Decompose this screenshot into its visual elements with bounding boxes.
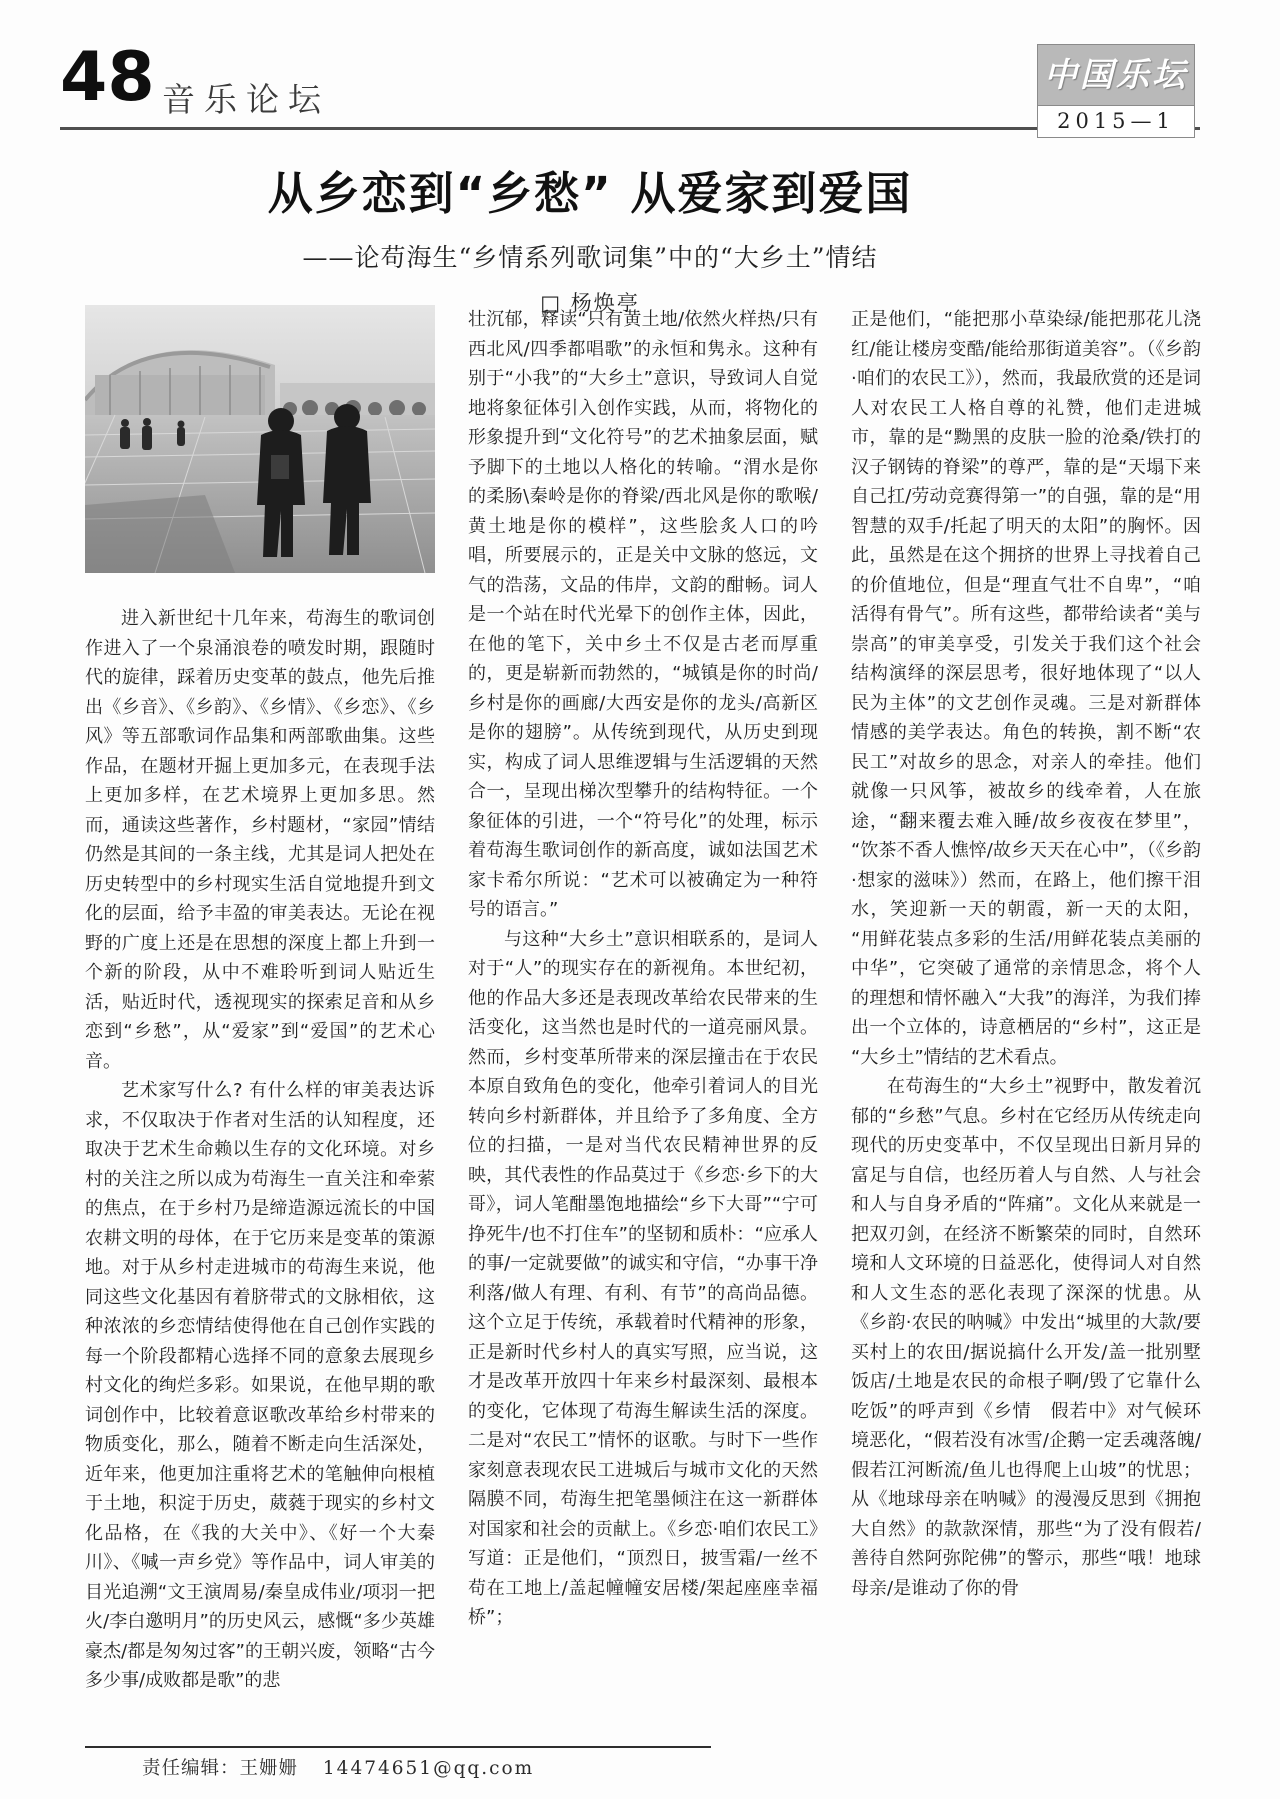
journal-name: 中国乐坛 xyxy=(1038,45,1194,105)
issue-number: 2015—1 xyxy=(1038,105,1194,137)
body-paragraph: 进入新世纪十几年来，苟海生的歌词创作进入了一个泉涌浪卷的喷发时期，跟随时代的旋律，踩着历史变革的鼓点，他先后推出《乡音》、《乡韵》、《乡情》、《乡恋》、《乡风》等五部歌词作品集和两部歌曲集。这些作品，在题材开掘上更加多元，在表现手法上更加多样，在艺术境界上更加多思。然而，通读这些著作，乡村题材，“家园”情结仍然是其间的一条主线，尤其是词人把处在历史转型中的乡村现实生活自觉地提升到文化的层面，给予丰盈的审美表达。无论在视野的广度上还是在思想的深度上都上升到一个新的阶段，从中不难聆听到词人贴近生活，贴近时代，透视现实的探索足音和从乡恋到“乡愁”，从“爱家”到“爱国”的艺术心音。 xyxy=(85,608,435,1072)
header-divider xyxy=(60,127,1200,130)
body-paragraph: 正是他们，“能把那小草染绿/能把那花儿浇红/能让楼房变酷/能给那街道美容”。（《乡韵·咱们的农民工》），然而，我最欣赏的还是词人对农民工人格自尊的礼赞，他们走进城市，靠的是“黝黑的皮肤一脸的沧桑/铁打的汉子钢铸的脊梁”的尊严，靠的是“天塌下来自己扛/劳动竞赛得第一”的自强，靠的是“用智慧的双手/托起了明天的太阳”的胸怀。因此，虽然是在这个拥挤的世界上寻找着自己的价值地位，但是“理直气壮不自卑”，“咱活得有骨气”。所有这些，都带给读者“美与崇高”的审美享受，引发关于我们这个社会结构演绎的深层思考，很好地体现了“以人民为主体”的文艺创作灵魂。三是对新群体情感的美学表达。角色的转换，割不断“农民工”对故乡的思念，对亲人的牵挂。他们就像一只风筝，被故乡的线牵着，人在旅途，“翻来覆去难入睡/故乡夜夜在梦里”，“饮茶不香人憔悴/故乡天天在心中”，（《乡韵·想家的滋味》）然而，在路上，他们擦干泪水，笑迎新一天的朝霞，新一天的太阳，“用鲜花装点多彩的生活/用鲜花装点美丽的中华”，它突破了通常的亲情思念，将个人的理想和情怀融入“大我”的海洋，为我们捧出一个立体的，诗意栖居的“乡村”，这正是“大乡土”情结的艺术看点。 xyxy=(851,309,1201,1068)
column-3 xyxy=(851,305,1201,1747)
article-subtitle: ——论苟海生“乡情系列歌词集”中的“大乡土”情结 xyxy=(302,243,878,273)
footer-divider xyxy=(85,1746,711,1748)
body-paragraph: 与这种“大乡土”意识相联系的，是词人对于“人”的现实存在的新视角。本世纪初，他的作品大多还是表现改革给农民带来的生活变化，这当然也是时代的一道亮丽风景。然而，乡村变革所带来的深层撞击在于农民本原自致角色的变化，他牵引着词人的目光转向乡村新群体，并且给予了多角度、全方位的扫描，一是对当代农民精神世界的反映，其代表性的作品莫过于《乡恋·乡下的大哥》，词人笔酣墨饱地描绘“乡下大哥”“宁可挣死牛/也不打住车”的坚韧和质朴：“应承人的事/一定就要做”的诚实和守信，“办事干净利落/做人有理、有利、有节”的高尚品德。这个立足于传统，承载着时代精神的形象，正是新时代乡村人的真实写照，应当说，这才是改革开放四十年来乡村最深刻、最根本的变化，它体现了苟海生解读生活的深度。二是对“农民工”情怀的讴歌。与时下一些作家刻意表现农民工进城后与城市文化的天然隔膜不同，苟海生把笔墨倾注在这一新群体对国家和社会的贡献上。《乡恋·咱们农民工》写道：正是他们，“顶烈日，披雪霜/一丝不苟在工地上/盖起幢幢安居楼/架起座座幸福桥”； xyxy=(468,928,818,1628)
journal-logo xyxy=(1037,44,1195,138)
editor-credit: 责任编辑：王姗姗 xyxy=(142,1758,299,1779)
title-block xyxy=(60,166,1120,317)
page-number: 48 xyxy=(60,38,155,117)
column-1 xyxy=(85,305,435,1747)
body-paragraph: 壮沉郁，释读“只有黄土地/依然火样热/只有西北风/四季都唱歌”的永恒和隽永。这种有别于“小我”的“大乡土”意识，导致词人自觉地将象征体引入创作实践，从而，将物化的形象提升到“文化符号”的艺术抽象层面，赋予脚下的土地以人格化的转喻。“渭水是你的柔肠\秦岭是你的脊梁/西北风是你的歌喉/黄土地是你的模样”，这些脍炙人口的吟唱，所要展示的，正是关中文脉的悠远，文气的浩荡，文品的伟岸，文韵的酣畅。词人是一个站在时代光晕下的创作主体，因此，在他的笔下，关中乡土不仅是古老而厚重的，更是崭新而勃然的，“城镇是你的时尚/乡村是你的画廊/大西安是你的龙头/高新区是你的翅膀”。从传统到现代，从历史到现实，构成了词人思维逻辑与生活逻辑的天然合一，呈现出梯次型攀升的结构特征。一个象征体的引进，一个“符号化”的处理，标示着苟海生歌词创作的新高度，诚如法国艺术家卡希尔所说：“艺术可以被确定为一种符号的语言。” xyxy=(468,309,818,920)
editor-email: 14474651@qq.com xyxy=(322,1758,535,1779)
column-2 xyxy=(468,305,818,1747)
body-paragraph: 在苟海生的“大乡土”视野中，散发着沉郁的“乡愁”气息。乡村在它经历从传统走向现代的历史变革中，不仅呈现出日新月异的富足与自信，也经历着人与自然、人与社会和人与自身矛盾的“阵痛”。文化从来就是一把双刃剑，在经济不断繁荣的同时，自然环境和人文环境的日益恶化，使得词人对自然和人文生态的恶化表现了深深的忧患。从《乡韵·农民的呐喊》中发出“城里的大款/要买村上的农田/据说搞什么开发/盖一批别墅饭店/土地是农民的命根子啊/毁了它靠什么吃饭”的呼声到《乡情 假若中》对气候环境恶化，“假若没有冰雪/企鹅一定丢魂落魄/假若江河断流/鱼儿也得爬上山坡”的忧思；从《地球母亲在呐喊》的漫漫反思到《拥抱大自然》的款款深情，那些“为了没有假若/善待自然阿弥陀佛”的警示，那些“哦！地球母亲/是谁动了你的骨 xyxy=(851,1076,1201,1599)
article-photo xyxy=(85,305,435,573)
author-byline: □ 杨焕亭 xyxy=(540,291,640,316)
article-title: 从乡恋到“乡愁” 从爱家到爱国 xyxy=(267,167,913,220)
section-title: 音乐论坛 xyxy=(162,80,330,119)
body-paragraph: 艺术家写什么? 有什么样的审美表达诉求，不仅取决于作者对生活的认知程度，还取决于艺术生命赖以生存的文化环境。对乡村的关注之所以成为苟海生一直关注和牵萦的焦点，在于乡村乃是缔造源远流长的中国农耕文明的母体，在于它历来是变革的策源地。对于从乡村走进城市的苟海生来说，他同这些文化基因有着脐带式的文脉相依，这种浓浓的乡恋情结使得他在自己创作实践的每一个阶段都精心选择不同的意象去展现乡村文化的绚烂多彩。如果说，在他早期的歌词创作中，比较着意讴歌改革给乡村带来的物质变化，那么，随着不断走向生活深处，近年来，他更加注重将艺术的笔触伸向根植于土地，积淀于历史，葳蕤于现实的乡村文化品格，在《我的大关中》、《好一个大秦川》、《喊一声乡党》等作品中，词人审美的目光追溯“文王演周易/秦皇成伟业/项羽一把火/李白邀明月”的历史风云，感慨“多少英雄豪杰/都是匆匆过客”的王朝兴废，领略“古今多少事/成败都是歌”的悲 xyxy=(85,1080,435,1691)
article-body xyxy=(85,305,1201,1747)
footer xyxy=(142,1754,534,1780)
photo-illustration xyxy=(85,305,435,573)
